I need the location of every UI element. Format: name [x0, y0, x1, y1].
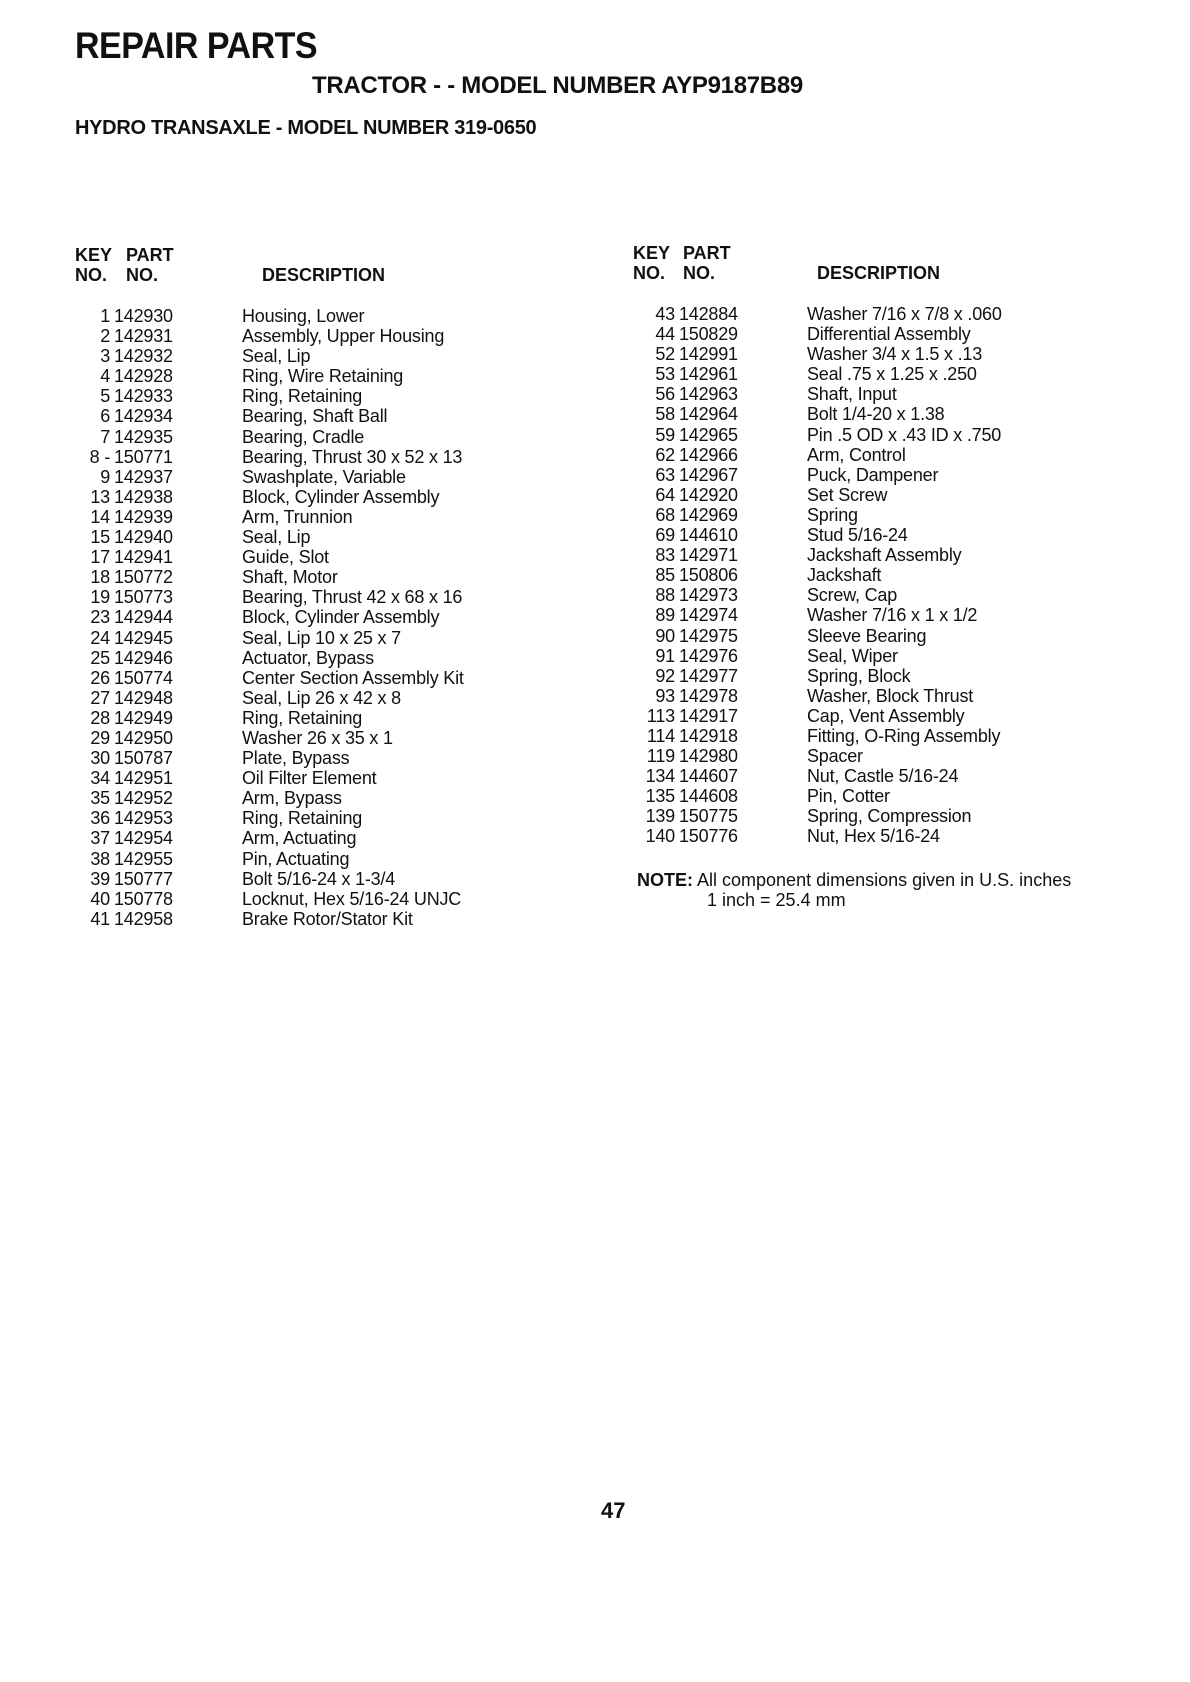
part-number: 150775	[679, 806, 738, 827]
key-number: 17	[90, 547, 110, 568]
part-description: Seal, Lip	[242, 346, 311, 367]
part-number: 142955	[114, 848, 173, 869]
part-number: 150787	[114, 748, 173, 769]
table-row	[627, 425, 1147, 445]
part-description: Spring, Block	[807, 665, 911, 686]
right-key-no-header	[633, 243, 670, 283]
key-number: 24	[90, 627, 110, 648]
part-number: 142940	[114, 527, 173, 548]
table-row	[627, 525, 1147, 545]
part-number: 142931	[114, 326, 173, 347]
part-number: 142946	[114, 647, 173, 668]
part-description: Actuator, Bypass	[242, 647, 374, 668]
right-description-header: DESCRIPTION	[817, 263, 941, 283]
table-row	[627, 565, 1147, 585]
part-description: Block, Cylinder Assembly	[242, 607, 440, 628]
key-number: 28	[90, 707, 110, 728]
table-row	[72, 467, 552, 487]
part-description: Washer 7/16 x 1 x 1/2	[807, 605, 978, 626]
key-number: 52	[655, 344, 675, 365]
part-number: 142976	[679, 645, 738, 666]
key-number: 18	[90, 567, 110, 588]
part-number: 142945	[114, 627, 173, 648]
table-row	[627, 605, 1147, 625]
part-number: 142967	[679, 464, 738, 485]
part-description: Ring, Retaining	[242, 808, 363, 829]
part-number: 142938	[114, 486, 173, 507]
right-parts-table	[627, 304, 1147, 847]
key-number: 113	[646, 705, 675, 726]
part-description: Pin .5 OD x .43 ID x .750	[807, 424, 1002, 445]
key-number: 119	[646, 746, 675, 767]
part-number: 142937	[114, 466, 173, 487]
part-description: Jackshaft Assembly	[807, 545, 962, 566]
part-number: 142966	[679, 444, 738, 465]
key-number: 40	[90, 888, 110, 909]
part-description: Shaft, Input	[807, 384, 897, 405]
part-number: 150776	[679, 826, 738, 847]
part-description: Oil Filter Element	[242, 768, 377, 789]
key-number: 26	[90, 667, 110, 688]
part-description: Stud 5/16-24	[807, 525, 908, 546]
part-description: Assembly, Upper Housing	[242, 326, 445, 347]
right-part-no-header	[683, 243, 731, 283]
part-description: Locknut, Hex 5/16-24 UNJC	[242, 888, 462, 909]
key-number: 88	[655, 585, 675, 606]
key-number: 62	[655, 444, 675, 465]
table-row	[72, 849, 552, 869]
table-row	[627, 364, 1147, 384]
table-row	[72, 768, 552, 788]
table-row	[72, 607, 552, 627]
table-row	[72, 869, 552, 889]
key-number: 25	[90, 647, 110, 668]
part-description: Center Section Assembly Kit	[242, 667, 464, 688]
key-number: 41	[90, 908, 110, 929]
part-description: Washer 3/4 x 1.5 x .13	[807, 344, 983, 365]
table-row	[72, 708, 552, 728]
part-number: 142933	[114, 386, 173, 407]
table-row	[627, 746, 1147, 766]
key-number: 35	[90, 788, 110, 809]
table-row	[72, 447, 552, 467]
table-row	[627, 465, 1147, 485]
part-description: Spring	[807, 504, 858, 525]
part-number: 142953	[114, 808, 173, 829]
table-row	[627, 726, 1147, 746]
table-row	[627, 786, 1147, 806]
table-row	[627, 545, 1147, 565]
part-number: 142932	[114, 346, 173, 367]
part-description: Arm, Bypass	[242, 788, 342, 809]
part-description: Bearing, Thrust 42 x 68 x 16	[242, 587, 463, 608]
table-row	[72, 406, 552, 426]
key-number: 140	[645, 826, 675, 847]
key-number: 58	[655, 404, 675, 425]
part-description: Spacer	[807, 746, 863, 767]
key-number: 63	[655, 464, 675, 485]
table-row	[627, 626, 1147, 646]
part-number: 142934	[114, 406, 173, 427]
table-row	[72, 507, 552, 527]
part-description: Seal, Lip 26 x 42 x 8	[242, 687, 401, 708]
part-description: Washer, Block Thrust	[807, 685, 974, 706]
right-part-header-line2: NO.	[683, 263, 716, 283]
part-description: Ring, Retaining	[242, 386, 363, 407]
key-number: 69	[655, 525, 675, 546]
table-row	[627, 806, 1147, 826]
part-description: Sleeve Bearing	[807, 625, 927, 646]
table-row	[72, 567, 552, 587]
key-number: 59	[655, 424, 675, 445]
table-row	[72, 728, 552, 748]
part-number: 142958	[114, 908, 173, 929]
left-parts-table	[72, 306, 552, 929]
part-description: Arm, Control	[807, 444, 906, 465]
key-number: 36	[90, 808, 110, 829]
key-number: 38	[90, 848, 110, 869]
table-row	[627, 485, 1147, 505]
table-row	[72, 668, 552, 688]
dimension-note	[637, 870, 1071, 910]
table-row	[72, 326, 552, 346]
part-description: Seal .75 x 1.25 x .250	[807, 364, 977, 385]
key-number: 39	[90, 868, 110, 889]
table-row	[627, 585, 1147, 605]
part-number: 142974	[679, 605, 738, 626]
key-number: 13	[90, 486, 110, 507]
table-row	[72, 587, 552, 607]
part-description: Plate, Bypass	[242, 748, 350, 769]
left-key-header-line2: NO.	[75, 265, 108, 285]
part-number: 142935	[114, 426, 173, 447]
key-number: 5	[100, 386, 110, 407]
table-row	[72, 306, 552, 326]
table-row	[627, 324, 1147, 344]
key-number: 19	[90, 587, 110, 608]
key-number: 29	[90, 727, 110, 748]
part-description: Housing, Lower	[242, 306, 365, 326]
part-description: Arm, Trunnion	[242, 506, 353, 527]
left-key-header-line1: KEY	[75, 245, 113, 265]
part-description: Block, Cylinder Assembly	[242, 486, 440, 507]
part-description: Pin, Cotter	[807, 786, 890, 807]
table-row	[72, 527, 552, 547]
part-number: 150778	[114, 888, 173, 909]
table-row	[72, 688, 552, 708]
part-description: Washer 7/16 x 7/8 x .060	[807, 304, 1002, 324]
right-key-header-line1: KEY	[633, 243, 671, 263]
part-description: Fitting, O-Ring Assembly	[807, 725, 1001, 746]
key-number: 89	[655, 605, 675, 626]
part-description: Bolt 1/4-20 x 1.38	[807, 404, 945, 425]
left-description-header: DESCRIPTION	[262, 265, 386, 285]
part-description: Jackshaft	[807, 565, 882, 586]
part-number: 142991	[679, 344, 738, 365]
key-number: 134	[645, 766, 675, 787]
table-row	[627, 826, 1147, 846]
key-number: 4	[100, 366, 110, 387]
part-number: 142975	[679, 625, 738, 646]
part-description: Ring, Wire Retaining	[242, 366, 404, 387]
part-number: 142928	[114, 366, 173, 387]
part-description: Differential Assembly	[807, 324, 971, 345]
part-description: Bearing, Thrust 30 x 52 x 13	[242, 446, 463, 467]
table-row	[72, 909, 552, 929]
part-description: Puck, Dampener	[807, 464, 939, 485]
note-line1: All component dimensions given in U.S. inches	[697, 870, 1072, 890]
key-number: 15	[90, 527, 110, 548]
key-number: 44	[655, 324, 675, 345]
table-row	[72, 386, 552, 406]
part-number: 150773	[114, 587, 173, 608]
part-number: 142948	[114, 687, 173, 708]
key-number: 34	[90, 768, 110, 789]
table-row	[72, 487, 552, 507]
part-number: 142971	[679, 545, 738, 566]
part-description: Pin, Actuating	[242, 848, 350, 869]
key-number: 135	[645, 786, 675, 807]
part-description: Guide, Slot	[242, 547, 329, 568]
table-row	[627, 445, 1147, 465]
part-description: Seal, Lip	[242, 527, 311, 548]
note-line2: 1 inch = 25.4 mm	[707, 890, 846, 910]
right-key-header-line2: NO.	[633, 263, 666, 283]
key-number: 139	[645, 806, 675, 827]
part-number: 142961	[679, 364, 738, 385]
table-row	[72, 828, 552, 848]
key-number: 53	[655, 364, 675, 385]
part-description: Brake Rotor/Stator Kit	[242, 908, 413, 929]
part-number: 150829	[679, 324, 738, 345]
part-number: 142918	[679, 725, 738, 746]
left-part-header-line2: NO.	[126, 265, 159, 285]
part-description: Seal, Lip 10 x 25 x 7	[242, 627, 401, 648]
key-number: 64	[655, 484, 675, 505]
part-number: 142944	[114, 607, 173, 628]
left-part-no-header	[126, 245, 174, 285]
tractor-model-heading: TRACTOR - - MODEL NUMBER AYP9187B89	[312, 72, 803, 99]
page-title: REPAIR PARTS	[75, 25, 318, 67]
table-row	[72, 788, 552, 808]
part-number: 142939	[114, 506, 173, 527]
part-number: 142952	[114, 788, 173, 809]
table-row	[72, 427, 552, 447]
part-description: Set Screw	[807, 484, 888, 505]
part-number: 150806	[679, 565, 738, 586]
right-part-header-line1: PART	[683, 243, 731, 263]
part-number: 142964	[679, 404, 738, 425]
table-row	[627, 646, 1147, 666]
part-description: Nut, Castle 5/16-24	[807, 766, 959, 787]
note-label: NOTE:	[637, 870, 693, 890]
part-number: 142930	[114, 306, 173, 326]
part-number: 142954	[114, 828, 173, 849]
table-row	[72, 628, 552, 648]
part-number: 142965	[679, 424, 738, 445]
key-number: 1	[100, 306, 110, 326]
part-description: Washer 26 x 35 x 1	[242, 727, 393, 748]
page-number: 47	[601, 1498, 626, 1523]
part-number: 142951	[114, 768, 173, 789]
part-description: Seal, Wiper	[807, 645, 898, 666]
key-number: 9	[100, 466, 110, 487]
table-row	[627, 766, 1147, 786]
part-description: Spring, Compression	[807, 806, 972, 827]
key-number: 114	[646, 725, 675, 746]
part-number: 150772	[114, 567, 173, 588]
key-number: 85	[655, 565, 675, 586]
table-row	[627, 304, 1147, 324]
key-number: 8 -	[89, 446, 110, 467]
table-row	[72, 648, 552, 668]
key-number: 23	[90, 607, 110, 628]
key-number: 83	[655, 545, 675, 566]
key-number: 37	[90, 828, 110, 849]
part-number: 150774	[114, 667, 173, 688]
part-description: Bearing, Cradle	[242, 426, 365, 447]
table-row	[627, 706, 1147, 726]
table-row	[627, 344, 1147, 364]
part-description: Cap, Vent Assembly	[807, 705, 965, 726]
table-row	[627, 384, 1147, 404]
table-row	[72, 547, 552, 567]
table-row	[627, 404, 1147, 424]
part-description: Bolt 5/16-24 x 1-3/4	[242, 868, 396, 889]
part-number: 142980	[679, 746, 738, 767]
table-row	[627, 666, 1147, 686]
key-number: 93	[655, 685, 675, 706]
part-number: 142977	[679, 665, 738, 686]
table-row	[72, 748, 552, 768]
table-row	[627, 686, 1147, 706]
key-number: 43	[655, 304, 675, 324]
part-number: 142950	[114, 727, 173, 748]
key-number: 92	[655, 665, 675, 686]
part-number: 142978	[679, 685, 738, 706]
key-number: 56	[655, 384, 675, 405]
part-number: 142949	[114, 707, 173, 728]
key-number: 91	[655, 645, 675, 666]
part-description: Shaft, Motor	[242, 567, 338, 588]
key-number: 6	[100, 406, 110, 427]
part-description: Bearing, Shaft Ball	[242, 406, 388, 427]
key-number: 90	[655, 625, 675, 646]
transaxle-model-heading: HYDRO TRANSAXLE - MODEL NUMBER 319-0650	[75, 117, 537, 139]
part-number: 144608	[679, 786, 738, 807]
part-number: 142920	[679, 484, 738, 505]
part-description: Screw, Cap	[807, 585, 898, 606]
part-number: 142969	[679, 504, 738, 525]
part-number: 150777	[114, 868, 173, 889]
part-number: 142963	[679, 384, 738, 405]
part-number: 142917	[679, 705, 738, 726]
left-part-header-line1: PART	[126, 245, 174, 265]
left-key-no-header	[75, 245, 112, 285]
key-number: 3	[100, 346, 110, 367]
table-row	[72, 808, 552, 828]
table-row	[72, 889, 552, 909]
key-number: 14	[90, 506, 110, 527]
table-row	[72, 346, 552, 366]
part-description: Nut, Hex 5/16-24	[807, 826, 940, 847]
part-description: Arm, Actuating	[242, 828, 357, 849]
part-description: Swashplate, Variable	[242, 466, 406, 487]
table-row	[72, 366, 552, 386]
key-number: 30	[90, 748, 110, 769]
key-number: 68	[655, 504, 675, 525]
key-number: 27	[90, 687, 110, 708]
part-number: 142884	[679, 304, 738, 324]
part-number: 144610	[679, 525, 738, 546]
part-description: Ring, Retaining	[242, 707, 363, 728]
part-number: 144607	[679, 766, 738, 787]
part-number: 142941	[114, 547, 173, 568]
key-number: 2	[100, 326, 110, 347]
part-number: 150771	[114, 446, 173, 467]
part-number: 142973	[679, 585, 738, 606]
key-number: 7	[100, 426, 110, 447]
table-row	[627, 505, 1147, 525]
